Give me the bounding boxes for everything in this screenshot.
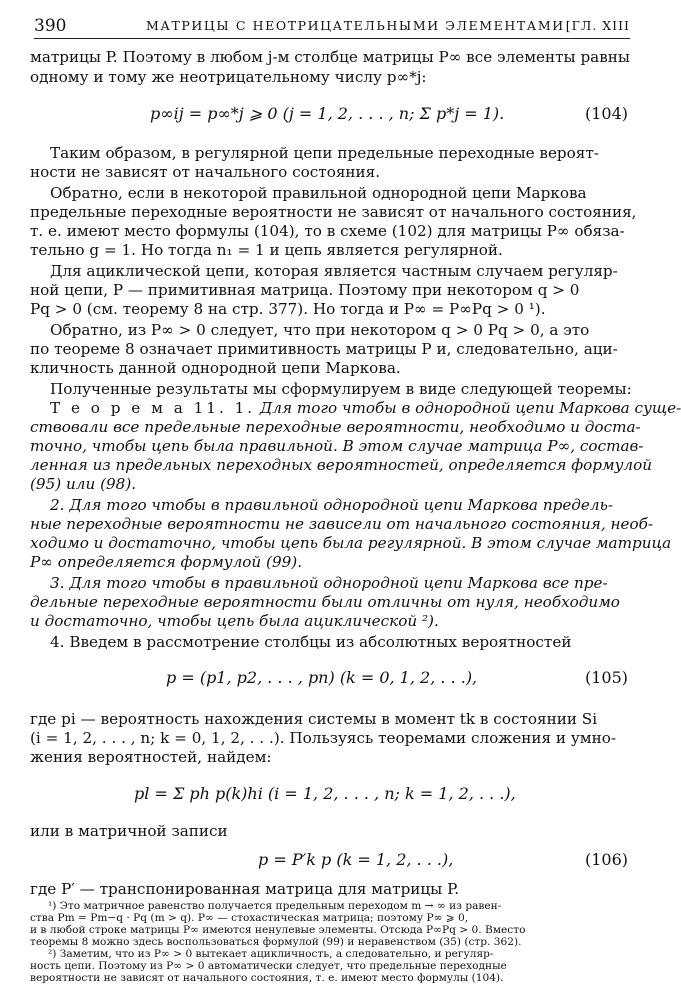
text-line: жения вероятностей, найдем:: [30, 748, 272, 766]
theorem-line: ные переходные вероятности не зависели от начального состояния, необ-: [30, 515, 654, 533]
text-line: Обратно, если в некоторой правильной однородной цепи Маркова: [50, 184, 587, 202]
equation-number: (105): [584, 668, 628, 687]
text-line: т. е. имеют место формулы (104), то в схеме (102) для матрицы P∞ обяза-: [30, 222, 625, 240]
theorem-line: 3. Для того чтобы в правильной однородной цепи Маркова все пре-: [50, 574, 608, 592]
footnote-line: ¹) Это матричное равенство получается предельным переходом m → ∞ из равен-: [48, 900, 502, 912]
text-line: Обратно, из P∞ > 0 следует, что при некотором q > 0 Pq > 0, а это: [50, 321, 590, 339]
text-line: (i = 1, 2, . . . , n; k = 0, 1, 2, . . .). Пользуясь теоремами сложения и умно-: [30, 729, 616, 747]
equation-106: p = P′k p (k = 1, 2, . . .),: [258, 850, 454, 869]
text-line: кличность данной однородной цепи Маркова.: [30, 359, 401, 377]
text-line: 4. Введем в рассмотрение столбцы из абсолютных вероятностей: [50, 633, 572, 651]
text-line: ности не зависят от начального состояния.: [30, 163, 381, 181]
text-line: тельно g = 1. Но тогда n₁ = 1 и цепь является регулярной.: [30, 241, 503, 259]
text-line: где P′ — транспонированная матрица для матрицы P.: [30, 880, 460, 898]
text-line: одному и тому же неотрицательному числу p∞*j:: [30, 68, 427, 86]
theorem-line: P∞ определяется формулой (99).: [30, 553, 303, 571]
text-line: матрицы P. Поэтому в любом j-м столбце матрицы P∞ все элементы равны: [30, 48, 630, 66]
text-line: Для ациклической цепи, которая является частным случаем регуляр-: [50, 262, 618, 280]
equation-104: p∞ij = p∞*j ⩾ 0 (j = 1, 2, . . . , n; Σ p*j = 1).: [150, 104, 505, 123]
theorem-line: (95) или (98).: [30, 475, 137, 493]
theorem-line: [50, 399, 681, 418]
page-number: 390: [34, 16, 67, 36]
equation-sum: pl = Σ ph p(k)hi (i = 1, 2, . . . , n; k = 1, 2, . . .),: [134, 784, 516, 803]
text-line: Таким образом, в регулярной цепи предельные переходные вероят-: [50, 144, 599, 162]
text-line: где pi — вероятность нахождения системы в момент tk в состоянии Si: [30, 710, 598, 728]
theorem-line: ходимо и достаточно, чтобы цепь была регулярной. В этом случае матрица: [30, 534, 672, 552]
equation-number: (104): [584, 104, 628, 123]
theorem-line: ленная из предельных переходных вероятностей, определяется формулой: [30, 456, 653, 474]
footnote-line: и в любой строке матрицы P∞ имеются ненулевые элементы. Отсюда P∞Pq > 0. Вместо: [30, 924, 526, 936]
running-header: [34, 14, 630, 39]
text-line: или в матричной записи: [30, 822, 228, 840]
theorem-heading: Т е о р е м а 11. 1.: [50, 399, 256, 417]
theorem-line: дельные переходные вероятности были отличны от нуля, необходимо: [30, 593, 620, 611]
text-line: Pq > 0 (см. теорему 8 на стр. 377). Но тогда и P∞ = P∞Pq > 0 ¹).: [30, 300, 546, 318]
theorem-line: и достаточно, чтобы цепь была ациклической ²).: [30, 612, 439, 630]
theorem-line: 2. Для того чтобы в правильной однородной цепи Маркова предель-: [50, 496, 613, 514]
theorem-text: Для того чтобы в однородной цепи Маркова суще-: [255, 399, 681, 417]
equation-105: p = (p1, p2, . . . , pn) (k = 0, 1, 2, . . .),: [166, 668, 478, 687]
footnote-line: вероятности не зависят от начального состояния, т. е. имеют место формулы (104).: [30, 972, 504, 984]
footnote-line: ²) Заметим, что из P∞ > 0 вытекает ацикличность, а следовательно, и регуляр-: [48, 948, 494, 960]
footnote-line: ность цепи. Поэтому из P∞ > 0 автоматически следует, что предельные переходные: [30, 960, 507, 972]
footnote-line: ства Pm = Pm−q · Pq (m > q). P∞ — стохастическая матрица; поэтому P∞ ⩾ 0,: [30, 912, 469, 924]
theorem-line: точно, чтобы цепь была правильной. В этом случае матрица P∞, состав-: [30, 437, 644, 455]
text-line: по теореме 8 означает примитивность матрицы P и, следовательно, аци-: [30, 340, 618, 358]
running-title: МАТРИЦЫ С НЕОТРИЦАТЕЛЬНЫМИ ЭЛЕМЕНТАМИ: [146, 18, 565, 33]
footnote-line: теоремы 8 можно здесь воспользоваться формулой (99) и неравенством (35) (стр. 362).: [30, 936, 522, 948]
theorem-line: ствовали все предельные переходные вероятности, необходимо и доста-: [30, 418, 641, 436]
text-line: ной цепи, P — примитивная матрица. Поэтому при некотором q > 0: [30, 281, 580, 299]
equation-number: (106): [584, 850, 628, 869]
chapter-label: [ГЛ. XIII: [565, 18, 630, 33]
text-line: предельные переходные вероятности не зависят от начального состояния,: [30, 203, 637, 221]
text-line: Полученные результаты мы сформулируем в виде следующей теоремы:: [50, 380, 632, 398]
